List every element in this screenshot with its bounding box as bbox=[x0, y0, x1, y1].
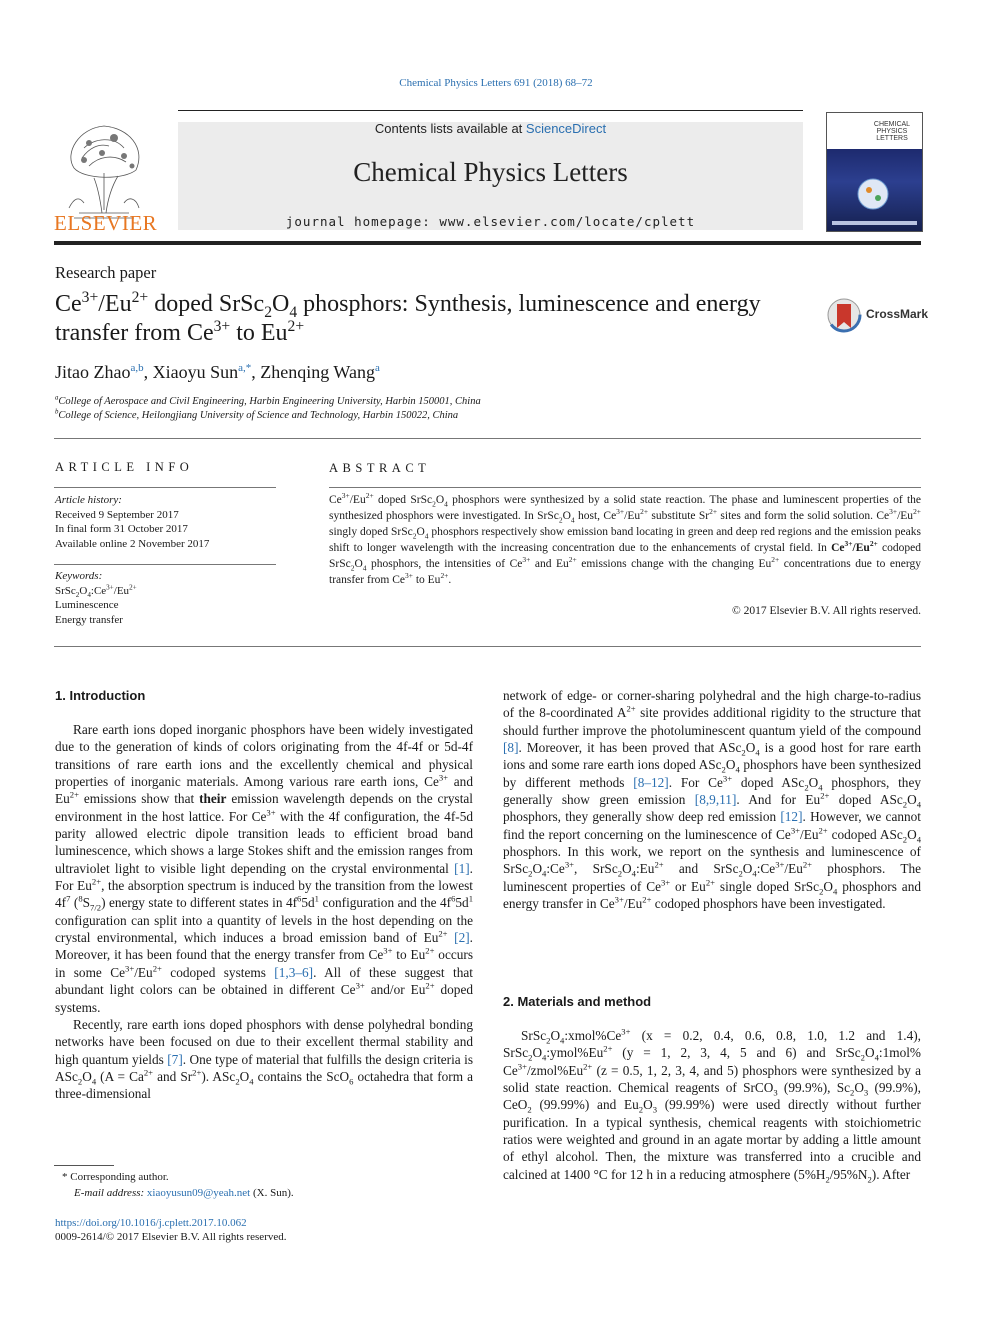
journal-homepage bbox=[178, 214, 803, 229]
affiliation-a: $^a$College of Aerospace and Civil Engineering, Harbin Engineering University, Harbin 150001, China bbox=[55, 394, 481, 407]
keyword-1: $SrSc_2O_4:Ce^{3+}/Eu^{2+}$ bbox=[55, 582, 137, 599]
methods-heading: 2. Materials and method bbox=[503, 994, 652, 1009]
author-2: Xiaoyu Sun bbox=[152, 362, 239, 382]
doi-link[interactable]: https://doi.org/10.1016/j.cplett.2017.10.062 bbox=[55, 1217, 247, 1229]
intro-paragraph-2-cont: network of edge- or corner-sharing polyhedral and the high charge-to-radius of the 8-coordinated $A^{2+}$ site provides additional rigidity to the structure that should further improve the photoluminescent quantum yield of the compound [8]. Moreover, it has been proved that $ASc_2O_4$ is a good host for rare earth ions and some rare earth ions doped $ASc_2O_4$ phosphors have been synthesized by different methods [8–12]. For $Ce^{3+}$ doped $ASc_2O_4$ phosphors, they generally show green emission [8,9,11]. And for $Eu^{2+}$ doped $ASc_2O_4$ phosphors, they generally show deep red emission [12]. However, we cannot find the report concerning on the luminescence of $Ce^{3+}/Eu^{2+}$ codoped $ASc_2O_4$ phosphors. In this work, we report on the synthesis and luminescence of $SrSc_2O_4:Ce^{3+}$, $SrSc_2O_4:Eu^{2+}$ and $SrSc_2O_4:Ce^{3+}/Eu^{2+}$ phosphors. The luminescent properties of $Ce^{3+}$ or $Eu^{2+}$ single doped $SrSc_2O_4$ phosphors and energy transfer in $Ce^{3+}/Eu^{2+}$ codoped phosphors have been investigated. bbox=[503, 688, 922, 912]
intro-paragraph-2: Recently, rare earth ions doped phosphors with dense polyhedral bonding networks have been focused on due to their excellent thermal stability and high quantum yields [7]. One type of material that fulfills the design criteria is $ASc_2O_4$ ($A = Ca^{2+}$ and $Sr^{2+}$). $ASc_2O_4$ contains the ScO$_6$ octahedra that form a three-dimensional bbox=[55, 1016, 473, 1102]
footnote-rule bbox=[54, 1165, 114, 1166]
abstract-text: $Ce^{3+}/Eu^{2+}$ doped $SrSc_2O_4$ phosphors were synthesized by a solid state reaction. The phase and luminescent properties of the synthesized phosphors were investigated. In $SrSc_2O_4$ host, $Ce^{3+}/Eu^{2+}$ substitute $Sr^{2+}$ sites and form the solid solution. $Ce^{3+}/Eu^{2+}$ singly doped $SrSc_2O_4$ phosphors respectively show emission band locating in green and deep red regions and the emission peaks shift to longer wavelength with the increasing concentration due to the enhancements of crystal field. In $Ce^{3+}/Eu^{2+}$ codoped $SrSc_2O_4$ phosphors, the intensities of $Ce^{3+}$ and $Eu^{2+}$ emissions change with the changing $Eu^{2+}$ concentrations due to energy transfer from $Ce^{3+}$ to $Eu^{2+}$. bbox=[329, 491, 922, 586]
keyword-3: Energy transfer bbox=[55, 613, 123, 626]
keywords bbox=[55, 569, 277, 627]
methods-paragraph-1: $SrSc_2O_4:xmol\%Ce^{3+}$ (x = 0.2, 0.4, 0.6, 0.8, 1.0, 1.2 and 1.4), $SrSc_2O_4:ymol\%Eu^{2+}$ (y = 1, 2, 3, 4, 5 and 6) and $SrSc_2O_4:1mol\%$ $Ce^{3+}/zmol\%Eu^{2+}$ (z = 0.5, 1, 2, 3, 4, and 5) phosphors were synthesized by a solid state reaction. Chemical reagents of SrCO$_3$ (99.9%), $Sc_2O_3$ (99.9%), CeO$_2$ (99.99%) and $Eu_2O_3$ (99.99%) were used directly without further purification. In a typical synthesis, chemical reagents with stoichiometric ratios were weighted and ground in an agate mortar by adding a little amount of ethyl alcohol. Then, the mixture was transferred into a crucible and calcined at 1400 °C for 12 h in a reducing atmosphere $(5\%H_2/95\%N_2)$. After bbox=[503, 1026, 921, 1185]
history-label: Article history: bbox=[55, 494, 122, 506]
info-rule-1 bbox=[54, 487, 276, 488]
issn-copyright: 0009-2614/© 2017 Elsevier B.V. All rights reserved. bbox=[55, 1231, 287, 1243]
cover-art bbox=[827, 149, 922, 231]
article-type: Research paper bbox=[55, 263, 157, 282]
header-bottom-rule bbox=[54, 241, 921, 245]
keyword-2: Luminescence bbox=[55, 599, 119, 611]
abstract-rule bbox=[329, 487, 921, 488]
crossmark-label[interactable]: CrossMark bbox=[866, 307, 929, 321]
article-info-heading: ARTICLE INFO bbox=[55, 460, 194, 474]
title-bottom-rule bbox=[54, 438, 921, 439]
intro-column-right bbox=[503, 687, 921, 912]
journal-cover-thumbnail[interactable] bbox=[826, 112, 923, 232]
abstract-bottom-rule bbox=[54, 646, 921, 647]
abstract-copyright: © 2017 Elsevier B.V. All rights reserved. bbox=[732, 605, 921, 617]
contents-prefix: Contents lists available at bbox=[374, 121, 526, 136]
history-online: Available online 2 November 2017 bbox=[55, 537, 210, 550]
corresponding-author-note: * Corresponding author. bbox=[62, 1171, 169, 1183]
journal-title: Chemical Physics Letters bbox=[353, 157, 628, 187]
affiliation-b: $^b$College of Science, Heilongjiang University of Science and Technology, Harbin 150022, China bbox=[55, 408, 459, 421]
homepage-prefix: journal homepage: bbox=[285, 214, 440, 229]
history-received: Received 9 September 2017 bbox=[55, 508, 179, 521]
keywords-label: Keywords: bbox=[55, 570, 103, 582]
header-top-rule bbox=[178, 110, 803, 111]
sciencedirect-link[interactable]: ScienceDirect bbox=[525, 121, 607, 136]
article-title: $Ce^{3+}/Eu^{2+}$ doped $SrSc_2O_4$ phosphors: Synthesis, luminescence and energy transfer from $Ce^{3+}$ to $Eu^{2+}$ bbox=[55, 289, 761, 346]
journal-citation[interactable]: Chemical Physics Letters 691 (2018) 68–72 bbox=[399, 77, 593, 89]
contents-available bbox=[178, 121, 803, 136]
intro-column-left bbox=[55, 721, 473, 1103]
homepage-url[interactable]: www.elsevier.com/locate/cplett bbox=[439, 214, 696, 229]
intro-paragraph-1: Rare earth ions doped inorganic phosphors have been widely investigated due to the generation of kinds of colors originating from the 4f-4f or 5d-4f transitions of rare earth ions and the excellently chemical and physical properties of inorganic materials. Among various rare earth ions, $Ce^{3+}$ and $Eu^{2+}$ emissions show that their emission wavelength depends on the crystal environment in the host lattice. For $Ce^{3+}$ with the 4f configuration, the 4f-5d parity allowed electric dipole transition leads to efficient broad band luminescence, which shows a large Stokes shift and the emission ranges from ultraviolet light to visible light depending on the crystal environmental [1]. For $Eu^{2+}$, the absorption spectrum is induced by the transition from the lowest $4f^7$ $(^8S_{7/2})$ energy state to different states in $4f^65d^1$ configuration and the $4f^65d^1$ configuration can split into a quantity of levels in the host depending on the crystal environmental, which induces a broad emission band of $Eu^{2+}$ [2]. Moreover, it has been found that the energy transfer from $Ce^{3+}$ to $Eu^{2+}$ occurs in some $Ce^{3+}/Eu^{2+}$ codoped systems [1,3–6]. All of these suggest that abundant light colors can be obtained in different $Ce^{3+}$ and/or $Eu^{2+}$ doped systems. bbox=[55, 722, 474, 1015]
methods-column bbox=[503, 1027, 921, 1183]
info-rule-2 bbox=[54, 564, 276, 565]
cover-title: CHEMICAL PHYSICS LETTERS bbox=[873, 121, 911, 142]
author-list: Jitao Zhao$^{a,b}$, Xiaoyu Sun$^{a,*}$, Zhenqing Wang$^a$ bbox=[55, 362, 380, 382]
email-note: E-mail address: xiaoyusun09@yeah.net (X. Sun). bbox=[74, 1187, 294, 1199]
history-revised: In final form 31 October 2017 bbox=[55, 523, 188, 535]
abstract-heading: ABSTRACT bbox=[329, 461, 431, 475]
author-1: Jitao Zhao bbox=[55, 362, 131, 382]
article-history bbox=[55, 493, 277, 551]
elsevier-wordmark: ELSEVIER bbox=[54, 211, 158, 235]
cover-graphic-icon bbox=[827, 149, 922, 231]
intro-heading: 1. Introduction bbox=[55, 688, 146, 703]
author-3: Zhenqing Wang bbox=[260, 362, 375, 382]
email-link[interactable]: xiaoyusun09@yeah.net bbox=[146, 1187, 251, 1199]
